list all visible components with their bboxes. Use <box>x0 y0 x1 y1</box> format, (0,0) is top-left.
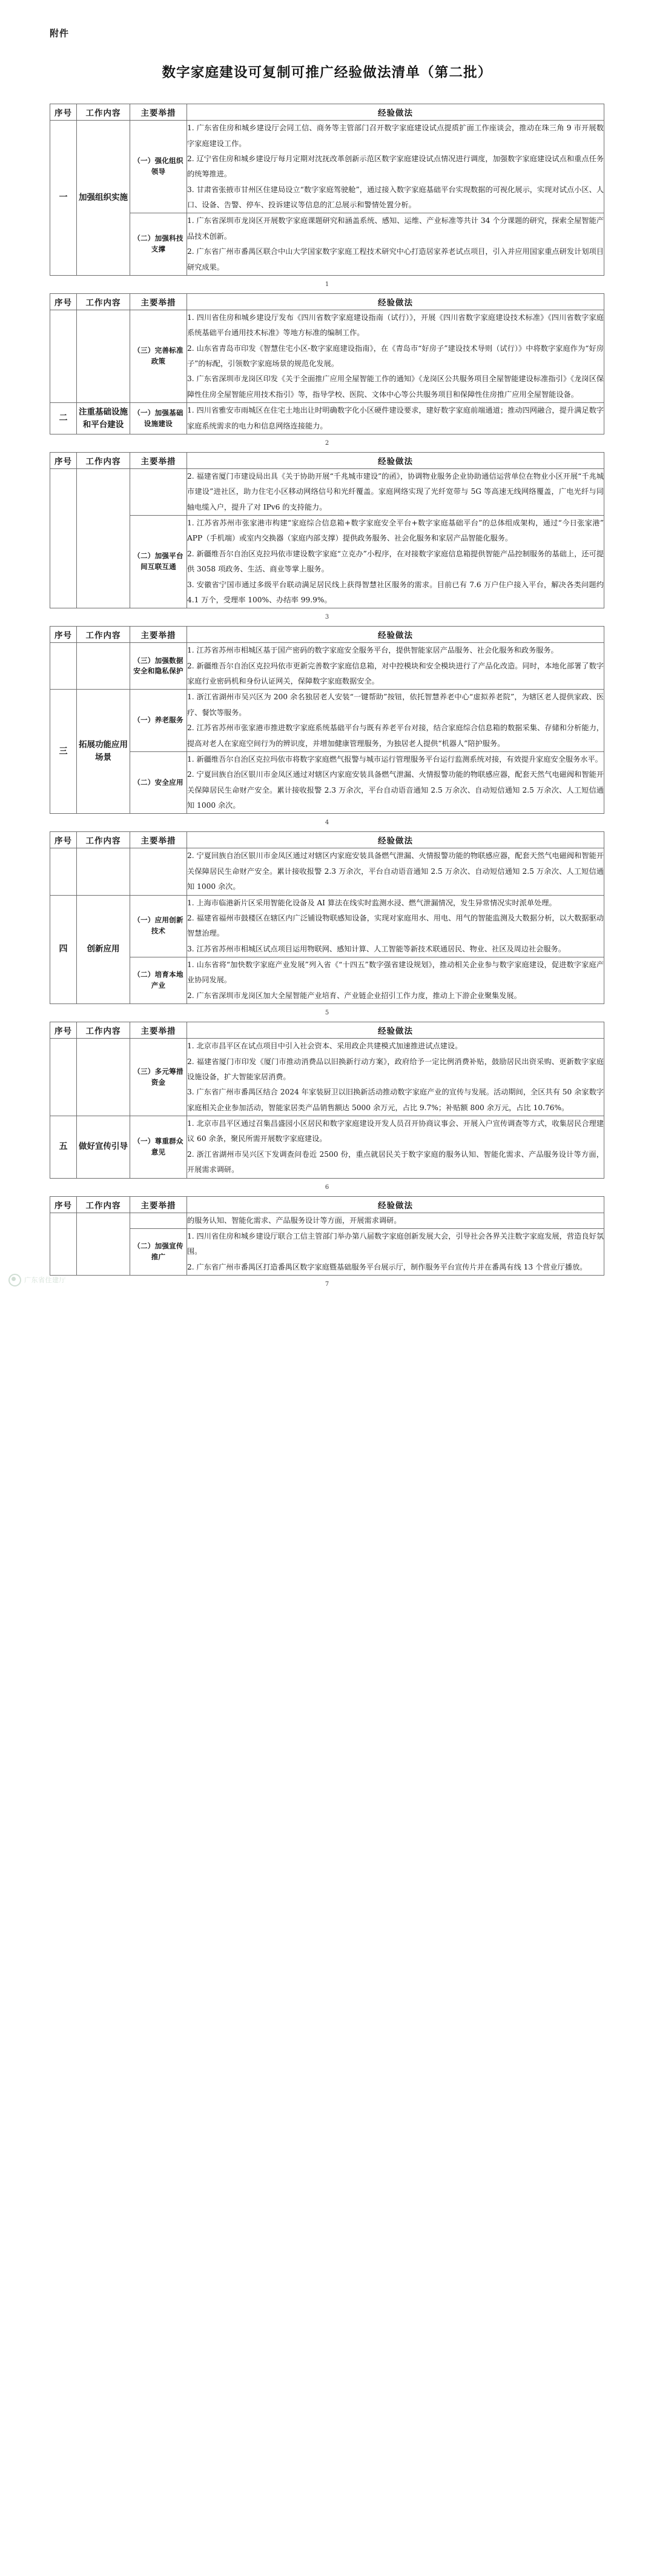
cell-section-no-continued <box>50 1213 77 1276</box>
header-main-measure: 主要举措 <box>130 104 187 121</box>
header-main-measure: 主要举措 <box>130 293 187 310</box>
table-row <box>50 751 604 814</box>
table-page-6 <box>50 1022 604 1178</box>
cell-section-no-continued <box>50 1039 77 1116</box>
cell-section-no-continued <box>50 848 77 895</box>
table-page-5 <box>50 831 604 1004</box>
header-work-content: 工作内容 <box>77 104 130 121</box>
practice-item: 2. 广东省广州市番禺区打造番禺区数字家庭暨基础服务平台展示厅，制作服务平台宣传片并在番禺有线 13 个营业厅播放。 <box>187 1262 587 1271</box>
table-row <box>50 310 604 402</box>
cell-work-content: 加强组织实施 <box>77 121 130 276</box>
cell-section-no: 二 <box>50 403 77 434</box>
practice-item: 2. 山东省青岛市印发《智慧住宅小区-数字家庭建设指南》，在《青岛市“好房子”建设技术导则（试行）》中将数字家庭作为“好房子”的标配，引领数字家庭场景的规范化发展。 <box>187 344 604 368</box>
table-row <box>50 690 604 752</box>
table-page-2 <box>50 293 604 434</box>
cell-work-content: 注重基础设施和平台建设 <box>77 403 130 434</box>
cell-measure-continued <box>130 468 187 515</box>
page-5 <box>0 831 654 1022</box>
cell-practice <box>187 751 604 814</box>
cell-measure-label: （一）加强基础设施建设 <box>130 403 187 434</box>
table-page-1 <box>50 104 604 276</box>
cell-practice <box>187 516 604 608</box>
cell-work-content: 做好宣传引导 <box>77 1116 130 1179</box>
cell-measure-label: （一）强化组织领导 <box>130 121 187 213</box>
table-row <box>50 848 604 895</box>
header-work-content: 工作内容 <box>77 293 130 310</box>
cell-section-no-continued <box>50 643 77 690</box>
practice-item: 2. 宁夏回族自治区银川市金凤区通过对辖区内家庭安装具备燃气泄漏、火情报警功能的物联感应器，配套天然气电磁阀和智能开关保障居民生命财产安全。累计接收报警 2.3 万余次，平台自动语音通知 2.5 万余次、自动短信通知 2.5 万余次、人工短信通知 1000 余次。 <box>187 770 604 810</box>
practice-item-continued: 的服务认知、智能化需求、产品服务设计等方面，开展需求调研。 <box>187 1216 401 1225</box>
table-row <box>50 516 604 608</box>
cell-practice <box>187 1039 604 1116</box>
header-work-content: 工作内容 <box>77 1022 130 1039</box>
cell-work-content-continued <box>77 468 130 608</box>
header-no: 序号 <box>50 293 77 310</box>
cell-work-content-continued <box>77 848 130 895</box>
header-main-measure: 主要举措 <box>130 832 187 848</box>
table-row <box>50 121 604 213</box>
table-header-row <box>50 627 604 643</box>
practice-item: 2. 福建省福州市鼓楼区在辖区内广泛铺设物联感知设备，实现对家庭用水、用电、用气的智能监测及大数据分析，以大数据驱动智慧治理。 <box>187 913 604 938</box>
cell-practice <box>187 1228 604 1275</box>
header-practice: 经验做法 <box>187 1022 604 1039</box>
page-number: 2 <box>325 439 329 447</box>
cell-practice <box>187 310 604 402</box>
practice-item: 3. 安徽省宁国市通过多级平台联动满足居民线上获得智慧社区服务的需求。目前已有 7.6 万户住户接入平台，解决各类问题约 4.1 万个，受理率 100%、办结率 99.9%。 <box>187 580 604 604</box>
table-header-row <box>50 832 604 848</box>
header-practice: 经验做法 <box>187 452 604 468</box>
header-no: 序号 <box>50 452 77 468</box>
table-row <box>50 1039 604 1116</box>
cell-practice <box>187 1213 604 1228</box>
cell-measure-label: （二）安全应用 <box>130 751 187 814</box>
page-number: 3 <box>325 614 329 621</box>
table-header-row <box>50 293 604 310</box>
table-header-row <box>50 1022 604 1039</box>
practice-item: 1. 江苏省苏州市张家港市构建“家庭综合信息箱+数字家庭安全平台+数字家庭基础平台”的总体组成架构，通过“今日张家港”APP（手机端）或室内交换器（家庭内部支撑）提供政务服务、社会化服务和家居产品智能化服务。 <box>187 519 604 543</box>
cell-work-content-continued <box>77 1213 130 1276</box>
cell-section-no: 四 <box>50 895 77 1004</box>
header-main-measure: 主要举措 <box>130 1022 187 1039</box>
table-row <box>50 1213 604 1228</box>
table-page-3 <box>50 452 604 608</box>
cell-measure-label: （三）多元筹措资金 <box>130 1039 187 1116</box>
table-row <box>50 895 604 957</box>
cell-section-no-continued <box>50 468 77 608</box>
cell-section-no: 三 <box>50 690 77 814</box>
table-header-row <box>50 104 604 121</box>
practice-item: 2. 广东省深圳市龙岗区加大全屋智能产业培育、产业链企业招引工作力度，推动上下游企业聚集发展。 <box>187 991 521 1000</box>
cell-practice <box>187 957 604 1004</box>
header-main-measure: 主要举措 <box>130 627 187 643</box>
header-work-content: 工作内容 <box>77 452 130 468</box>
table-header-row <box>50 452 604 468</box>
header-no: 序号 <box>50 627 77 643</box>
cell-practice <box>187 403 604 434</box>
practice-item: 1. 广东省住房和城乡建设厅会同工信、商务等主管部门召开数字家庭建设试点提质扩面工作座谈会，推动在珠三角 9 市开展数字家庭建设工作。 <box>187 124 604 148</box>
practice-item: 3. 江苏省苏州市相城区试点项目运用物联网、感知计算、人工智能等新技术联通居民、物业、社区及周边社会服务。 <box>187 944 566 953</box>
cell-work-content: 创新应用 <box>77 895 130 1004</box>
cell-measure-label: （一）应用创新技术 <box>130 895 187 957</box>
table-row <box>50 468 604 515</box>
page-number: 4 <box>325 819 329 827</box>
practice-item: 2. 新疆维吾尔自治区克拉玛依市建设数字家庭“立克办”小程序，在对接数字家庭信息箱提供智能产品控制服务的基础上，还可提供 3058 项政务、生活、商业等掌上服务。 <box>187 549 604 574</box>
cell-practice <box>187 1116 604 1179</box>
header-no: 序号 <box>50 104 77 121</box>
header-work-content: 工作内容 <box>77 1196 130 1213</box>
cell-practice <box>187 848 604 895</box>
practice-item: 2. 新疆维吾尔自治区克拉玛依市更新完善数字家庭信息箱，对中控模块和安全模块进行了产品化改造。同时，本地化部署了数字家庭行业密码机和身份认证网关，保障数字家庭数据安全。 <box>187 661 604 685</box>
practice-item: 1. 北京市昌平区通过召集昌盛园小区居民和数字家庭建设开发人员召开协商议事会、开展入户宣传调查等方式，收集居民合理建议 60 余条，聚民所需开展数字家庭建设。 <box>187 1119 604 1143</box>
attachment-label: 附件 <box>50 28 70 39</box>
header-practice: 经验做法 <box>187 104 604 121</box>
cell-practice <box>187 468 604 515</box>
practice-item: 2. 浙江省湖州市吴兴区下发调查问卷近 2500 份，重点就居民关于数字家庭的服务认知、智能化需求、产品服务设计等方面，开展需求调研。 <box>187 1150 604 1174</box>
practice-item: 1. 新疆维吾尔自治区克拉玛依市将数字家庭燃气报警与城市运行管理服务平台运行监测系统对接，有效提升家庭安全服务水平。 <box>187 754 603 764</box>
cell-measure-label: （三）完善标准政策 <box>130 310 187 402</box>
cell-work-content-continued <box>77 310 130 402</box>
watermark-logo-icon <box>8 1274 21 1286</box>
cell-work-content-continued <box>77 643 130 690</box>
table-row <box>50 1116 604 1179</box>
header-work-content: 工作内容 <box>77 832 130 848</box>
practice-item: 1. 北京市昌平区在试点项目中引入社会资本、采用政企共建模式加速推进试点建设。 <box>187 1042 463 1051</box>
practice-item: 1. 广东省深圳市龙岗区开展数字家庭课题研究和涵盖系统、感知、运维、产业标准等共计 34 个分课题的研究，探索全屋智能产品技术创新。 <box>187 216 604 241</box>
practice-item: 2. 广东省广州市番禺区联合中山大学国家数字家庭工程技术研究中心打造居家养老试点项目，引入并应用国家重点研发计划项目研究成果。 <box>187 247 604 271</box>
page-title: 数字家庭建设可复制可推广经验做法清单（第二批） <box>162 65 492 81</box>
table-row <box>50 213 604 276</box>
table-header-row <box>50 1196 604 1213</box>
cell-measure-label: （二）加强宣传推广 <box>130 1228 187 1275</box>
watermark-label: 广东省住建厅 <box>24 1276 66 1284</box>
practice-item: 2. 辽宁省住房和城乡建设厅每月定期对沈抚改革创新示范区数字家庭建设试点情况进行调度，加强数字家庭建设试点和重点任务的统筹推进。 <box>187 154 604 179</box>
page-1 <box>0 0 654 293</box>
practice-item: 1. 四川省住房和城乡建设厅联合工信主管部门举办第八届数字家庭创新发展大会，引导社会各界关注数字家庭发展，营造良好氛围。 <box>187 1231 604 1256</box>
page-number: 1 <box>325 281 329 288</box>
cell-measure-label: （一）养老服务 <box>130 690 187 752</box>
header-main-measure: 主要举措 <box>130 1196 187 1213</box>
header-practice: 经验做法 <box>187 293 604 310</box>
cell-practice <box>187 121 604 213</box>
cell-section-no: 一 <box>50 121 77 276</box>
header-practice: 经验做法 <box>187 627 604 643</box>
practice-item: 2. 宁夏回族自治区银川市金凤区通过对辖区内家庭安装具备燃气泄漏、火情报警功能的物联感应器，配套天然气电磁阀和智能开关保障居民生命财产安全。累计接收报警 2.3 万余次，平台自动语音通知 2.5 万余次、自动短信通知 2.5 万余次、人工短信通知 1000 余次。 <box>187 851 604 891</box>
practice-item: 1. 浙江省湖州市吴兴区为 200 余名独居老人安装“一键帮助”按钮，依托智慧养老中心“虚拟养老院”，为辖区老人提供家政、医疗、餐饮等服务。 <box>187 693 604 717</box>
table-row <box>50 1228 604 1275</box>
table-page-7 <box>50 1196 604 1276</box>
cell-measure-label: （三）加强数据安全和隐私保护 <box>130 643 187 690</box>
cell-work-content-continued <box>77 1039 130 1116</box>
practice-item: 1. 四川省住房和城乡建设厅发布《四川省数字家庭建设指南（试行）》，开展《四川省数字家庭建设技术标准》《四川省数字家庭系统基础平台通用技术标准》等地方标准的编制工作。 <box>187 313 604 338</box>
header-main-measure: 主要举措 <box>130 452 187 468</box>
page-2 <box>0 293 654 452</box>
cell-practice <box>187 213 604 276</box>
page-6 <box>0 1022 654 1196</box>
header-no: 序号 <box>50 832 77 848</box>
practice-item: 1. 四川省雅安市雨城区在住宅土地出让时明确数字化小区硬件建设要求，建好数字家庭前端通道；推动四网融合，提升满足数字家庭系统需求的电力和信息网络连接能力。 <box>187 406 604 430</box>
practice-item: 2. 江苏省苏州市张家港市推进数字家庭系统基础平台与既有养老平台对接，结合家庭综合信息箱的数据采集、存储和分析能力，提高对老人在家庭空间行为的辨识度，并增加健康管理服务，为独居老人提供“机器人”陪护服务。 <box>187 724 604 748</box>
cell-measure-label: （二）加强科技支撑 <box>130 213 187 276</box>
practice-item: 1. 江苏省苏州市相城区基于国产密码的数字家庭安全服务平台，提供智能家居产品服务、社会化服务和政务服务。 <box>187 646 558 655</box>
page-4 <box>0 626 654 831</box>
practice-item: 3. 甘肃省张掖市甘州区住建局设立“数字家庭驾驶舱”，通过接入数字家庭基础平台实现数据的可视化展示，实现对试点小区、人口、设备、告警、停车、投诉建议等信息的汇总展示和警情处置分析。 <box>187 185 604 209</box>
header-no: 序号 <box>50 1196 77 1213</box>
practice-item: 2. 福建省厦门市建设局出具《关于协助开展“千兆城市建设”的函》，协调物业服务企业协助通信运营单位在物业小区开展“千兆城市建设”进社区，助力住宅小区移动网络信号和光纤覆盖。家庭网络实现了光纤宽带与 5G 等高速无线网络覆盖，广电光纤与同轴电缆入户，提升了对 IPv6 的支持能力。 <box>187 471 604 511</box>
page-number: 6 <box>325 1183 329 1191</box>
cell-practice <box>187 895 604 957</box>
table-row <box>50 403 604 434</box>
practice-item: 1. 山东省将“加快数字家庭产业发展”列入省《“十四五”数字强省建设规划》，推动相关企业参与数字家庭建设，促进数字家庭产业协同发展。 <box>187 960 604 985</box>
practice-item: 3. 广东省深圳市龙岗区印发《关于全面推广应用全屋智能工作的通知》《龙岗区公共服务项目全屋智能建设标准指引》《龙岗区保障性住房全屋智能应用技术指引》等，指导学校、医院、文体中心等公共服务项目和保障性住房推广应用全屋智能设备。 <box>187 374 604 399</box>
header-practice: 经验做法 <box>187 1196 604 1213</box>
table-page-4 <box>50 626 604 814</box>
cell-practice <box>187 643 604 690</box>
cell-measure-continued <box>130 848 187 895</box>
page-number: 5 <box>325 1010 329 1017</box>
practice-item: 1. 上海市临港新片区采用智能化设备及 AI 算法在线实时监测水浸、燃气泄漏情况，发生异常情况实时派单处理。 <box>187 898 557 907</box>
page-number: 7 <box>325 1281 329 1288</box>
page-7 <box>0 1196 654 1294</box>
header-no: 序号 <box>50 1022 77 1039</box>
cell-work-content: 拓展功能应用场景 <box>77 690 130 814</box>
cell-measure-label: （一）尊重群众意见 <box>130 1116 187 1179</box>
cell-section-no-continued <box>50 310 77 402</box>
cell-measure-label: （二）培育本地产业 <box>130 957 187 1004</box>
header-work-content: 工作内容 <box>77 627 130 643</box>
cell-measure-label: （二）加强平台间互联互通 <box>130 516 187 608</box>
cell-section-no: 五 <box>50 1116 77 1179</box>
header-practice: 经验做法 <box>187 832 604 848</box>
table-row <box>50 643 604 690</box>
cell-measure-continued <box>130 1213 187 1228</box>
practice-item: 3. 广东省广州市番禺区结合 2024 年家装厨卫以旧换新活动推动数字家庭产业的宣传与发展。活动期间，全区共有 50 余家数字家庭相关企业参加活动，智能家居类产品销售额达 5000 余万元，占比 9.7%；补贴额 800 余万元，占比 10.76%。 <box>187 1088 604 1112</box>
page-3 <box>0 452 654 626</box>
cell-practice <box>187 690 604 752</box>
table-row <box>50 957 604 1004</box>
practice-item: 2. 福建省厦门市印发《厦门市推动消费品以旧换新行动方案》，政府给予一定比例消费补贴，鼓励居民出资采购、更新数字家庭设施设备，扩大智能家居消费。 <box>187 1057 604 1081</box>
